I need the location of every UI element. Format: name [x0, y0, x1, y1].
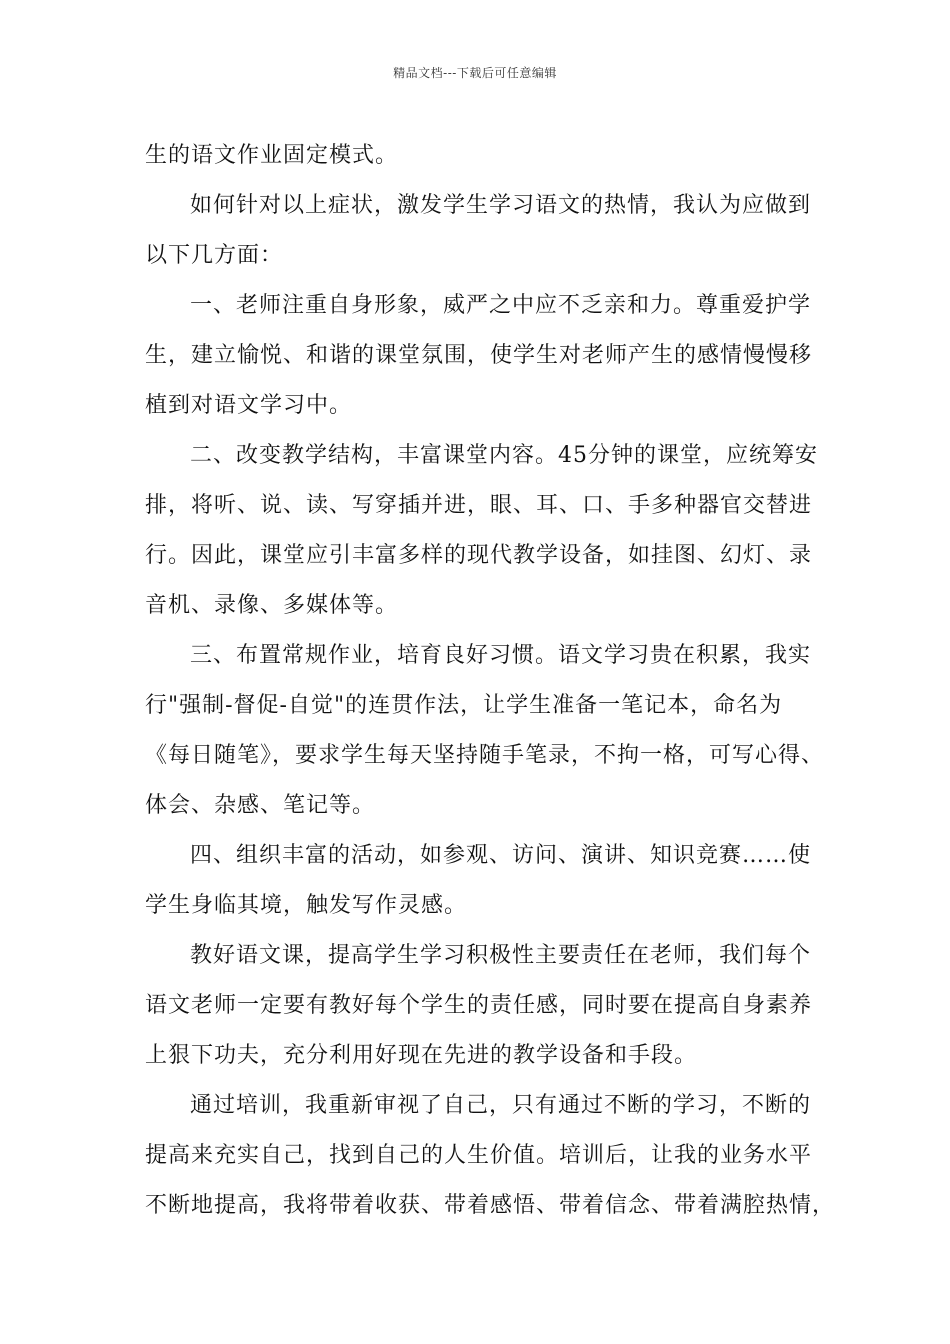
text-line: 排，将听、说、读、写穿插并进，眼、耳、口、手多种器官交替进 — [145, 493, 813, 518]
text-line: 行"强制-督促-自觉"的连贯作法，让学生准备一笔记本，命名为 — [145, 693, 783, 718]
text-line: 生，建立愉悦、和谐的课堂氛围，使学生对老师产生的感情慢慢移 — [145, 343, 813, 368]
text-line: 行。因此，课堂应引丰富多样的现代教学设备，如挂图、幻灯、录 — [145, 543, 813, 568]
text-line: 一、老师注重自身形象，威严之中应不乏亲和力。尊重爱护学 — [190, 293, 812, 318]
page-header: 精品文档---下载后可任意编辑 — [393, 66, 557, 80]
text-line: 提高来充实自己，找到自己的人生价值。培训后，让我的业务水平 — [145, 1143, 813, 1168]
text-line: 不断地提高，我将带着收获、带着感悟、带着信念、带着满腔热情， — [145, 1193, 836, 1218]
text-line: 以下几方面： — [145, 243, 284, 268]
text-line: 生的语文作业固定模式。 — [145, 143, 399, 168]
text-line: 四、组织丰富的活动，如参观、访问、演讲、知识竞赛……使 — [190, 843, 812, 868]
text-line: 上狠下功夫，充分利用好现在先进的教学设备和手段。 — [145, 1043, 698, 1068]
text-line: 《每日随笔》，要求学生每天坚持随手笔录，不拘一格，可写心得、 — [145, 743, 825, 768]
text-line: 二、改变教学结构，丰富课堂内容。45分钟的课堂，应统筹安 — [190, 443, 818, 468]
document-body — [145, 131, 836, 1231]
text-line: 体会、杂感、笔记等。 — [145, 793, 376, 818]
text-line: 如何针对以上症状，激发学生学习语文的热情，我认为应做到 — [190, 193, 812, 218]
text-line: 三、布置常规作业，培育良好习惯。语文学习贵在积累，我实 — [190, 643, 812, 668]
text-line: 学生身临其境，触发写作灵感。 — [145, 893, 468, 918]
text-line: 语文老师一定要有教好每个学生的责任感，同时要在提高自身素养 — [145, 993, 813, 1018]
text-line: 教好语文课，提高学生学习积极性主要责任在老师，我们每个 — [190, 943, 812, 968]
text-line: 通过培训，我重新审视了自己，只有通过不断的学习，不断的 — [190, 1093, 812, 1118]
text-line: 植到对语文学习中。 — [145, 393, 353, 418]
text-line: 音机、录像、多媒体等。 — [145, 593, 399, 618]
